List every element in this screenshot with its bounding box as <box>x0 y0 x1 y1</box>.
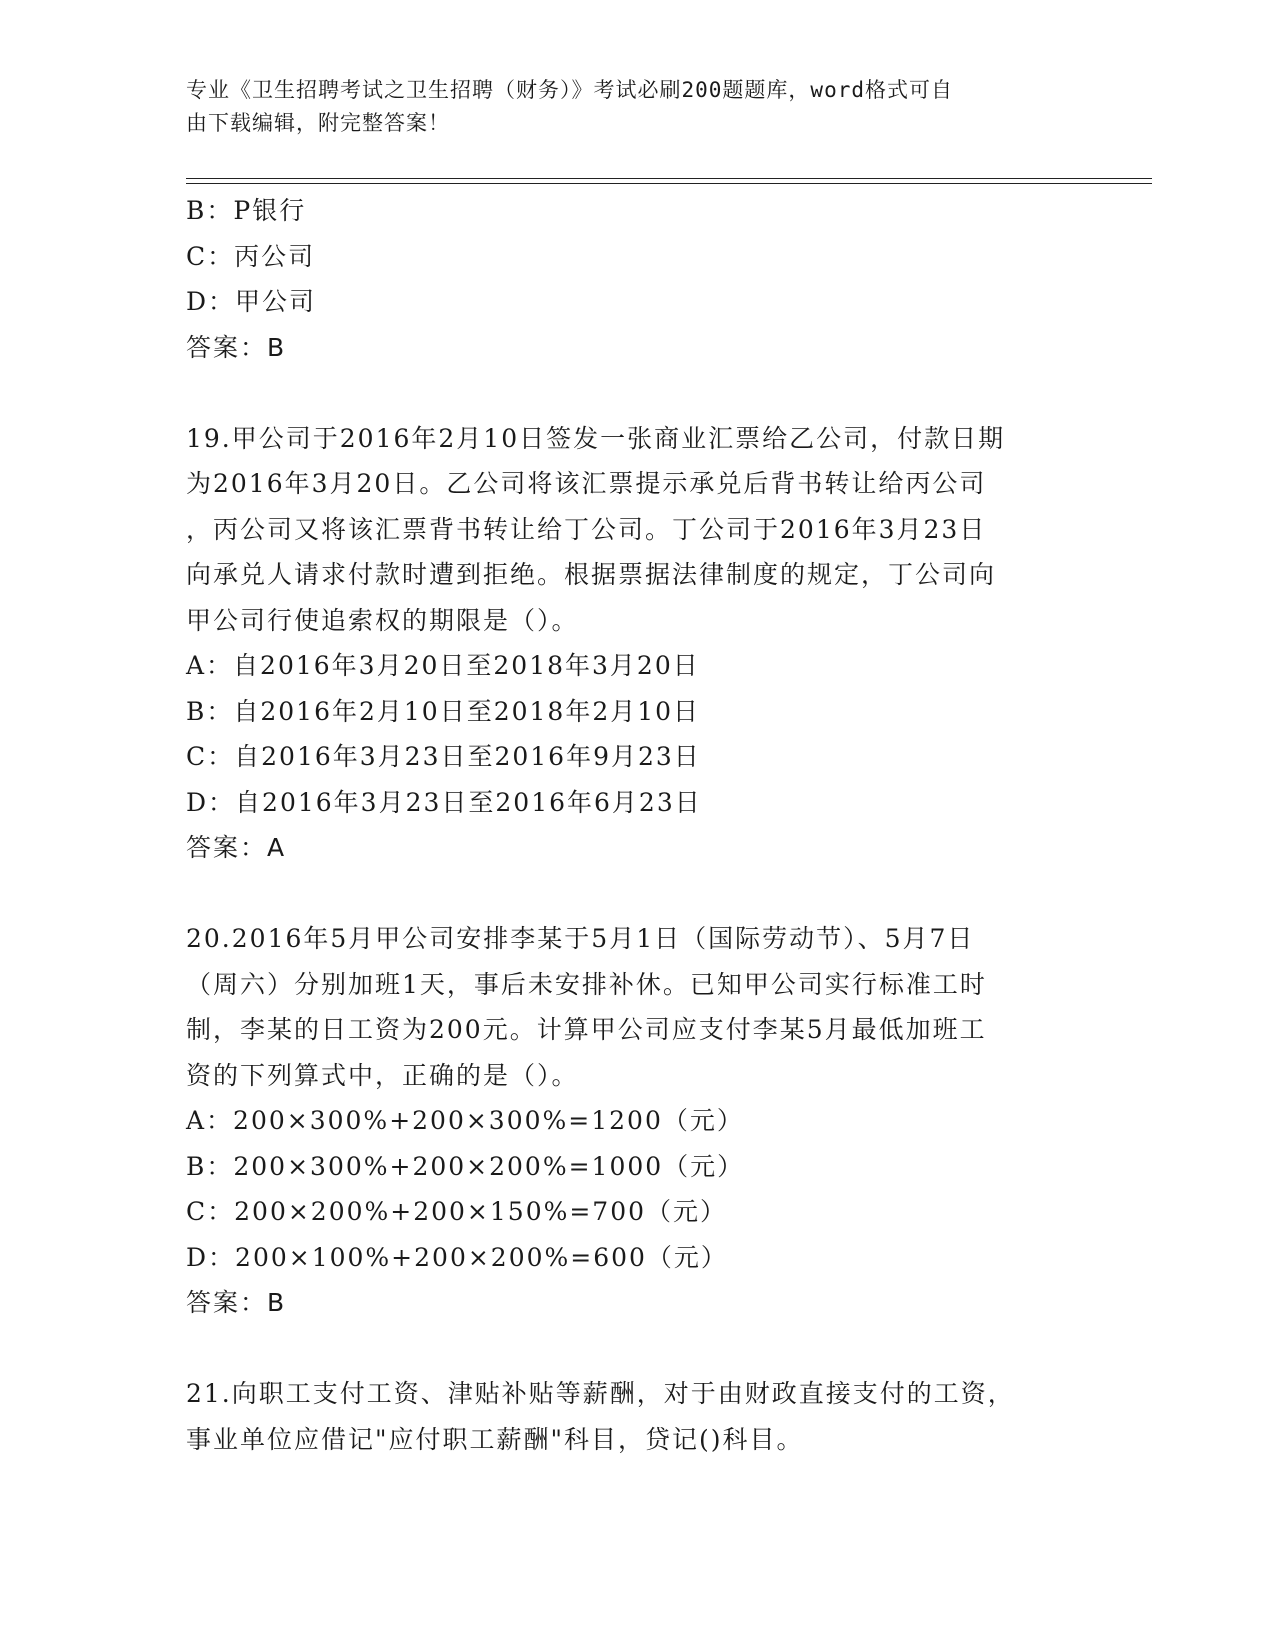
header-divider-top <box>186 178 1152 179</box>
option-c: C：自2016年3月23日至2016年9月23日 <box>186 742 701 771</box>
option-c: C：200×200%+200×150%=700（元） <box>186 1197 728 1226</box>
spacer <box>186 370 1086 416</box>
option-d: D：200×100%+200×200%=600（元） <box>186 1242 728 1272</box>
document-header <box>186 74 1066 140</box>
answer-line: 答案：B <box>186 332 287 362</box>
option-b: B：200×300%+200×200%=1000（元） <box>186 1151 745 1181</box>
question-stem-line: 19.甲公司于2016年2月10日签发一张商业汇票给乙公司，付款日期 <box>186 423 1006 453</box>
question-stem-line: 制，李某的日工资为200元。计算甲公司应支付李某5月最低加班工 <box>186 1015 987 1044</box>
header-divider-bottom <box>186 183 1152 184</box>
question-stem-line: 甲公司行使追索权的期限是（）。 <box>186 605 579 635</box>
question-stem-line: ，丙公司又将该汇票背书转让给丁公司。丁公司于2016年3月23日 <box>186 514 987 544</box>
prev-question-block <box>186 188 1086 370</box>
option-d: D：自2016年3月23日至2016年6月23日 <box>186 787 702 817</box>
answer-line: 答案：B <box>186 1288 287 1317</box>
question-stem-line: 资的下列算式中，正确的是（）。 <box>186 1060 579 1090</box>
spacer <box>186 871 1086 917</box>
question-stem-line: 为2016年3月20日。乙公司将该汇票提示承兑后背书转让给丙公司 <box>186 469 987 498</box>
option-d: D：甲公司 <box>186 287 317 316</box>
question-stem-line: 20.2016年5月甲公司安排李某于5月1日（国际劳动节）、5月7日 <box>186 924 975 953</box>
option-a: A：自2016年3月20日至2018年3月20日 <box>186 651 700 680</box>
question-content <box>186 188 1086 1462</box>
question-20 <box>186 916 1086 1326</box>
option-b: B：自2016年2月10日至2018年2月10日 <box>186 696 701 726</box>
option-b: B：P银行 <box>186 196 307 225</box>
question-stem-line: 21.向职工支付工资、津贴补贴等薪酬，对于由财政直接支付的工资， <box>186 1379 1015 1408</box>
question-19 <box>186 416 1086 871</box>
option-c: C：丙公司 <box>186 241 316 271</box>
question-21 <box>186 1371 1086 1462</box>
question-stem-line: 向承兑人请求付款时遭到拒绝。根据票据法律制度的规定，丁公司向 <box>186 560 997 589</box>
header-line-2: 由下载编辑，附完整答案！ <box>186 111 450 135</box>
spacer <box>186 1326 1086 1372</box>
option-a: A：200×300%+200×300%=1200（元） <box>186 1106 744 1135</box>
question-stem-line: （周六）分别加班1天，事后未安排补休。已知甲公司实行标准工时 <box>186 969 987 999</box>
header-line-1: 专业《卫生招聘考试之卫生招聘（财务）》考试必刷200题题库，word格式可自 <box>186 78 953 102</box>
answer-line: 答案：A <box>186 833 287 862</box>
question-stem-line: 事业单位应借记"应付职工薪酬"科目，贷记()科目。 <box>186 1424 804 1454</box>
